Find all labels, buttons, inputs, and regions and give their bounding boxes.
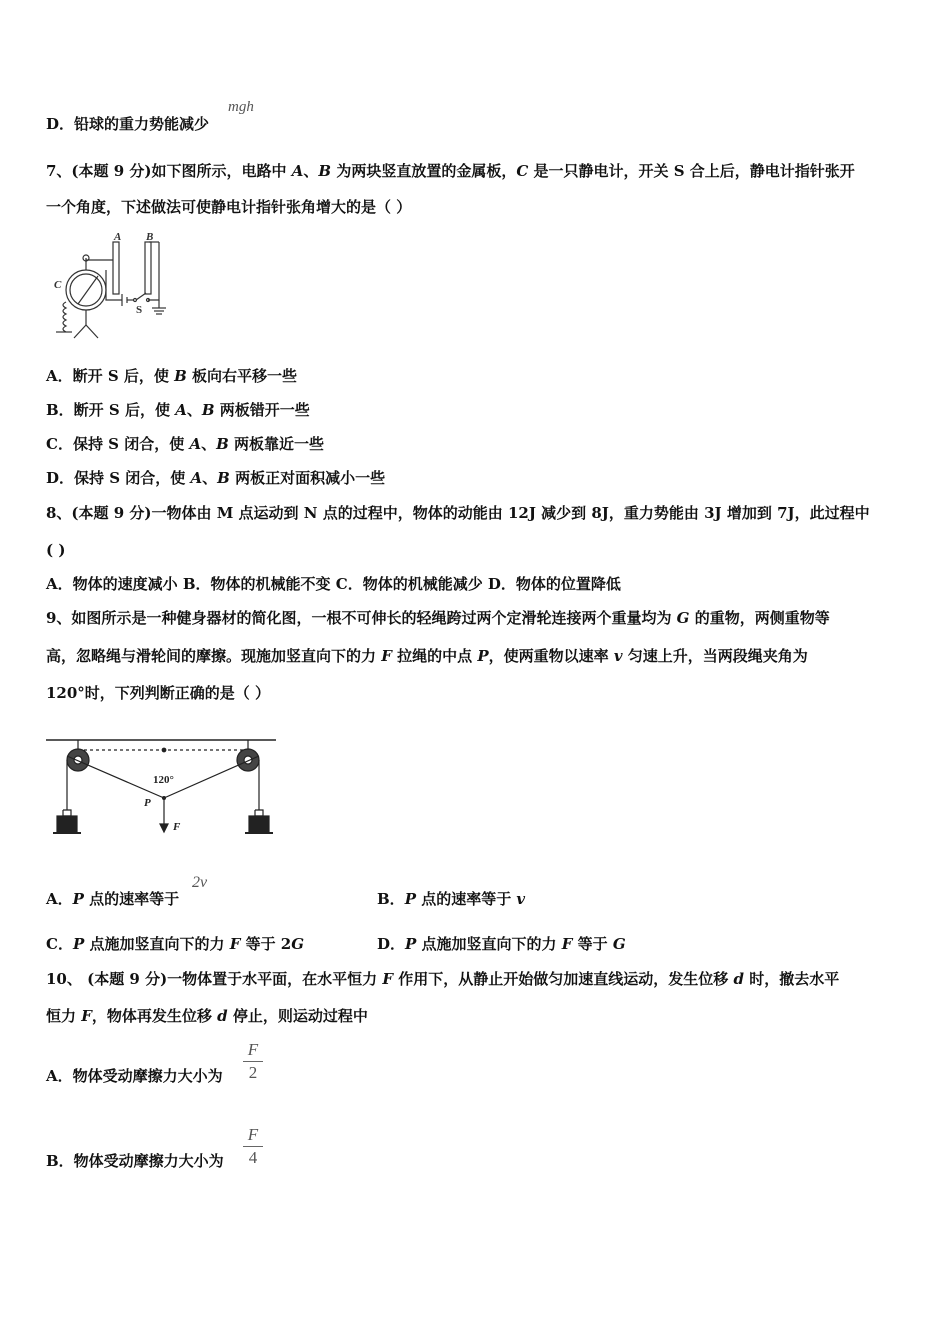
q7-option-d: D．保持 S 闭合，使 A、B 两板正对面积减小一些 bbox=[46, 469, 386, 487]
plate-b bbox=[145, 242, 151, 294]
q8-stem-line1: 8、(本题 9 分)一物体由 M 点运动到 N 点的过程中，物体的动能由 12J 减少到 8J，重力势能由 3J 增加到 7J，此过程中 bbox=[46, 504, 870, 522]
q8-stem-line2: ( ) bbox=[46, 541, 66, 559]
q6-option-d: D．铅球的重力势能减少 bbox=[46, 115, 210, 133]
q7-stem-line2: 一个角度，下述做法可使静电计指针张角增大的是（ ） bbox=[46, 198, 412, 216]
q10-option-b: B．物体受动摩擦力大小为 bbox=[46, 1152, 224, 1170]
q10-stem-line1: 10、 (本题 9 分)一物体置于水平面，在水平恒力 F 作用下，从静止开始做匀加速直线运动，发生位移 d 时，撤去水平 bbox=[46, 970, 840, 988]
plate-a bbox=[113, 242, 119, 294]
q9-stem-line1: 9、如图所示是一种健身器材的简化图，一根不可伸长的轻绳跨过两个定滑轮连接两个重量均为 G 的重物，两侧重物等 bbox=[46, 609, 830, 627]
q10-a-fraction: F 2 bbox=[243, 1040, 263, 1083]
q8-options: A．物体的速度减小 B．物体的机械能不变 C．物体的机械能减少 D．物体的位置降低 bbox=[46, 575, 621, 593]
q9-a-formula: 2v bbox=[192, 874, 208, 891]
q10-stem-line2: 恒力 F，物体再发生位移 d 停止，则运动过程中 bbox=[46, 1007, 368, 1025]
q6-d-formula: mgh bbox=[228, 99, 254, 115]
q7-stem-line1: 7、(本题 9 分)如下图所示，电路中 A、B 为两块竖直放置的金属板，C 是一只静电计，开关 S 合上后，静电计指针张开 bbox=[46, 162, 855, 180]
q9-option-a: A．P 点的速率等于 bbox=[46, 890, 180, 908]
fig-label-a: A bbox=[114, 231, 122, 243]
q7-option-b: B．断开 S 后，使 A、B 两板错开一些 bbox=[46, 401, 310, 419]
fig-label-s: S bbox=[136, 304, 143, 316]
fig-label-b: B bbox=[146, 231, 154, 243]
fig-label-f: F bbox=[173, 821, 181, 833]
q7-option-c: C．保持 S 闭合，使 A、B 两板靠近一些 bbox=[46, 435, 325, 453]
fig-label-c: C bbox=[54, 279, 62, 291]
q10-b-fraction: F 4 bbox=[243, 1125, 263, 1168]
electrometer bbox=[66, 270, 106, 310]
q10-option-a: A．物体受动摩擦力大小为 bbox=[46, 1067, 223, 1085]
q7-option-a: A．断开 S 后，使 B 板向右平移一些 bbox=[46, 367, 298, 385]
q7-circuit-figure bbox=[42, 230, 182, 345]
q9-option-b: B．P 点的速率等于 v bbox=[377, 890, 526, 908]
q9-pulley-figure bbox=[44, 730, 279, 845]
q9-stem-line2: 高，忽略绳与滑轮间的摩擦。现施加竖直向下的力 F 拉绳的中点 P，使两重物以速率 v 匀速上升，当两段绳夹角为 bbox=[46, 647, 808, 665]
q9-option-d: D．P 点施加竖直向下的力 F 等于 G bbox=[377, 935, 626, 953]
q9-option-c: C．P 点施加竖直向下的力 F 等于 2G bbox=[46, 935, 305, 953]
fig-angle-label: 120° bbox=[153, 774, 174, 786]
q9-stem-line3: 120°时，下列判断正确的是（ ） bbox=[46, 684, 271, 702]
fig-label-p: P bbox=[144, 797, 151, 809]
